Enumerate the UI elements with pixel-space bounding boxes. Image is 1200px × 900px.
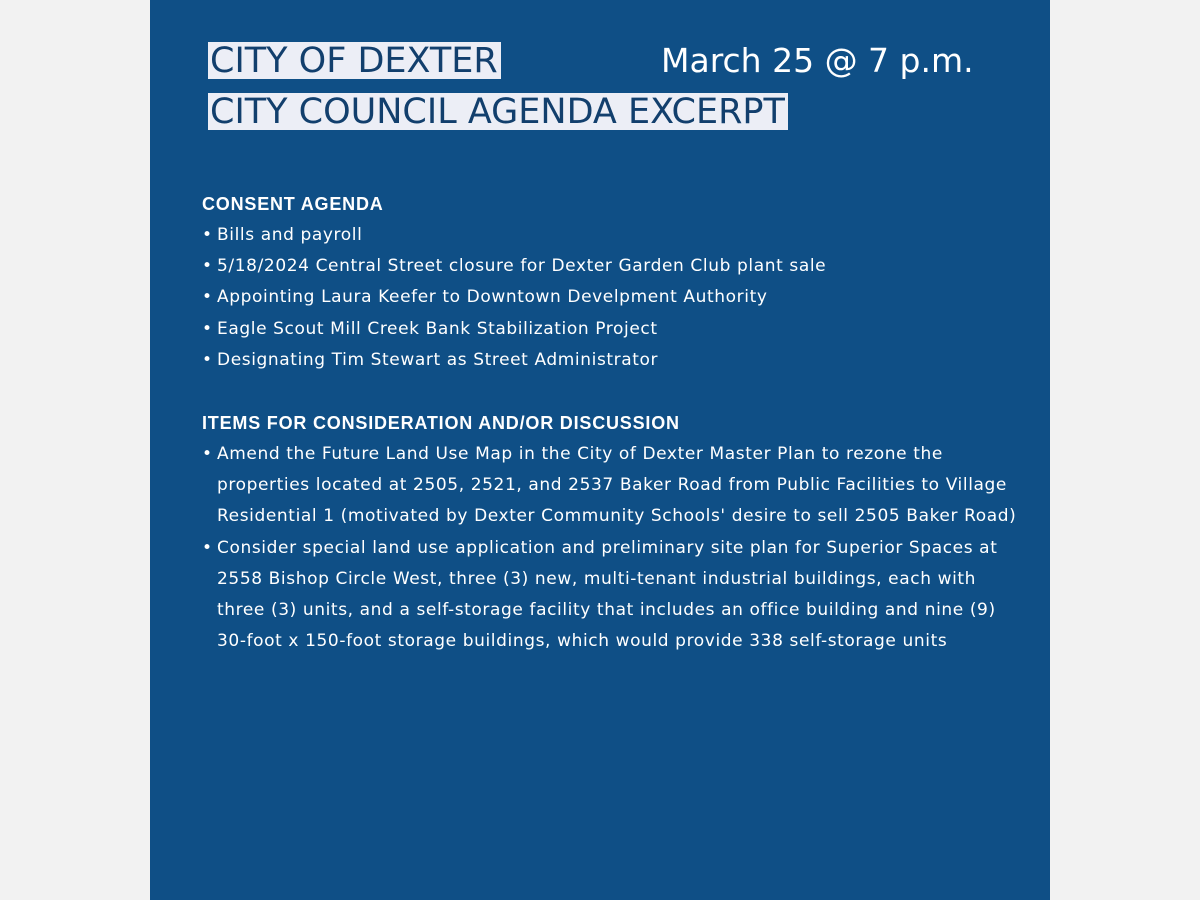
- consent-agenda-heading: CONSENT AGENDA: [202, 194, 384, 214]
- agenda-panel: [150, 0, 1050, 900]
- consideration-list: [202, 439, 1022, 657]
- list-item: • Amend the Future Land Use Map in the City of Dexter Master Plan to rezone the properties located at 2505, 2521, and 2537 Baker Road from Public Facilities to Village Residential 1 (motivated by Dexter Community Schools' desire to sell 2505 Baker Road): [202, 439, 1022, 533]
- bullet-icon: •: [202, 537, 213, 558]
- meeting-date: March 25 @ 7 p.m.: [661, 41, 974, 80]
- title-line-2: CITY COUNCIL AGENDA EXCERPT: [208, 93, 788, 130]
- bullet-icon: •: [202, 444, 213, 464]
- bullet-icon: •: [202, 225, 213, 245]
- list-item: • Eagle Scout Mill Creek Bank Stabilization Project: [202, 314, 1022, 345]
- bullet-icon: •: [202, 287, 213, 308]
- bullet-icon: •: [202, 256, 213, 277]
- bullet-icon: •: [202, 349, 213, 370]
- consent-agenda-list: [202, 220, 1022, 376]
- list-item: • Bills and payroll: [202, 220, 1022, 251]
- list-item: • Designating Tim Stewart as Street Administrator: [202, 345, 1022, 376]
- title-line-1: CITY OF DEXTER: [208, 42, 501, 79]
- bullet-icon: •: [202, 318, 213, 339]
- list-item: • 5/18/2024 Central Street closure for Dexter Garden Club plant sale: [202, 251, 1022, 282]
- list-item: • Consider special land use application and preliminary site plan for Superior Spaces at 2558 Bishop Circle West, three (3) new, multi-tenant industrial buildings, each with three (3) units, and a self-storage facility that includes an office building and nine (9) 30-foot x 150-foot storage buildings, which would provide 338 self-storage units: [202, 533, 1022, 658]
- consideration-heading: ITEMS FOR CONSIDERATION AND/OR DISCUSSION: [202, 413, 680, 433]
- list-item: • Appointing Laura Keefer to Downtown Develpment Authority: [202, 282, 1022, 313]
